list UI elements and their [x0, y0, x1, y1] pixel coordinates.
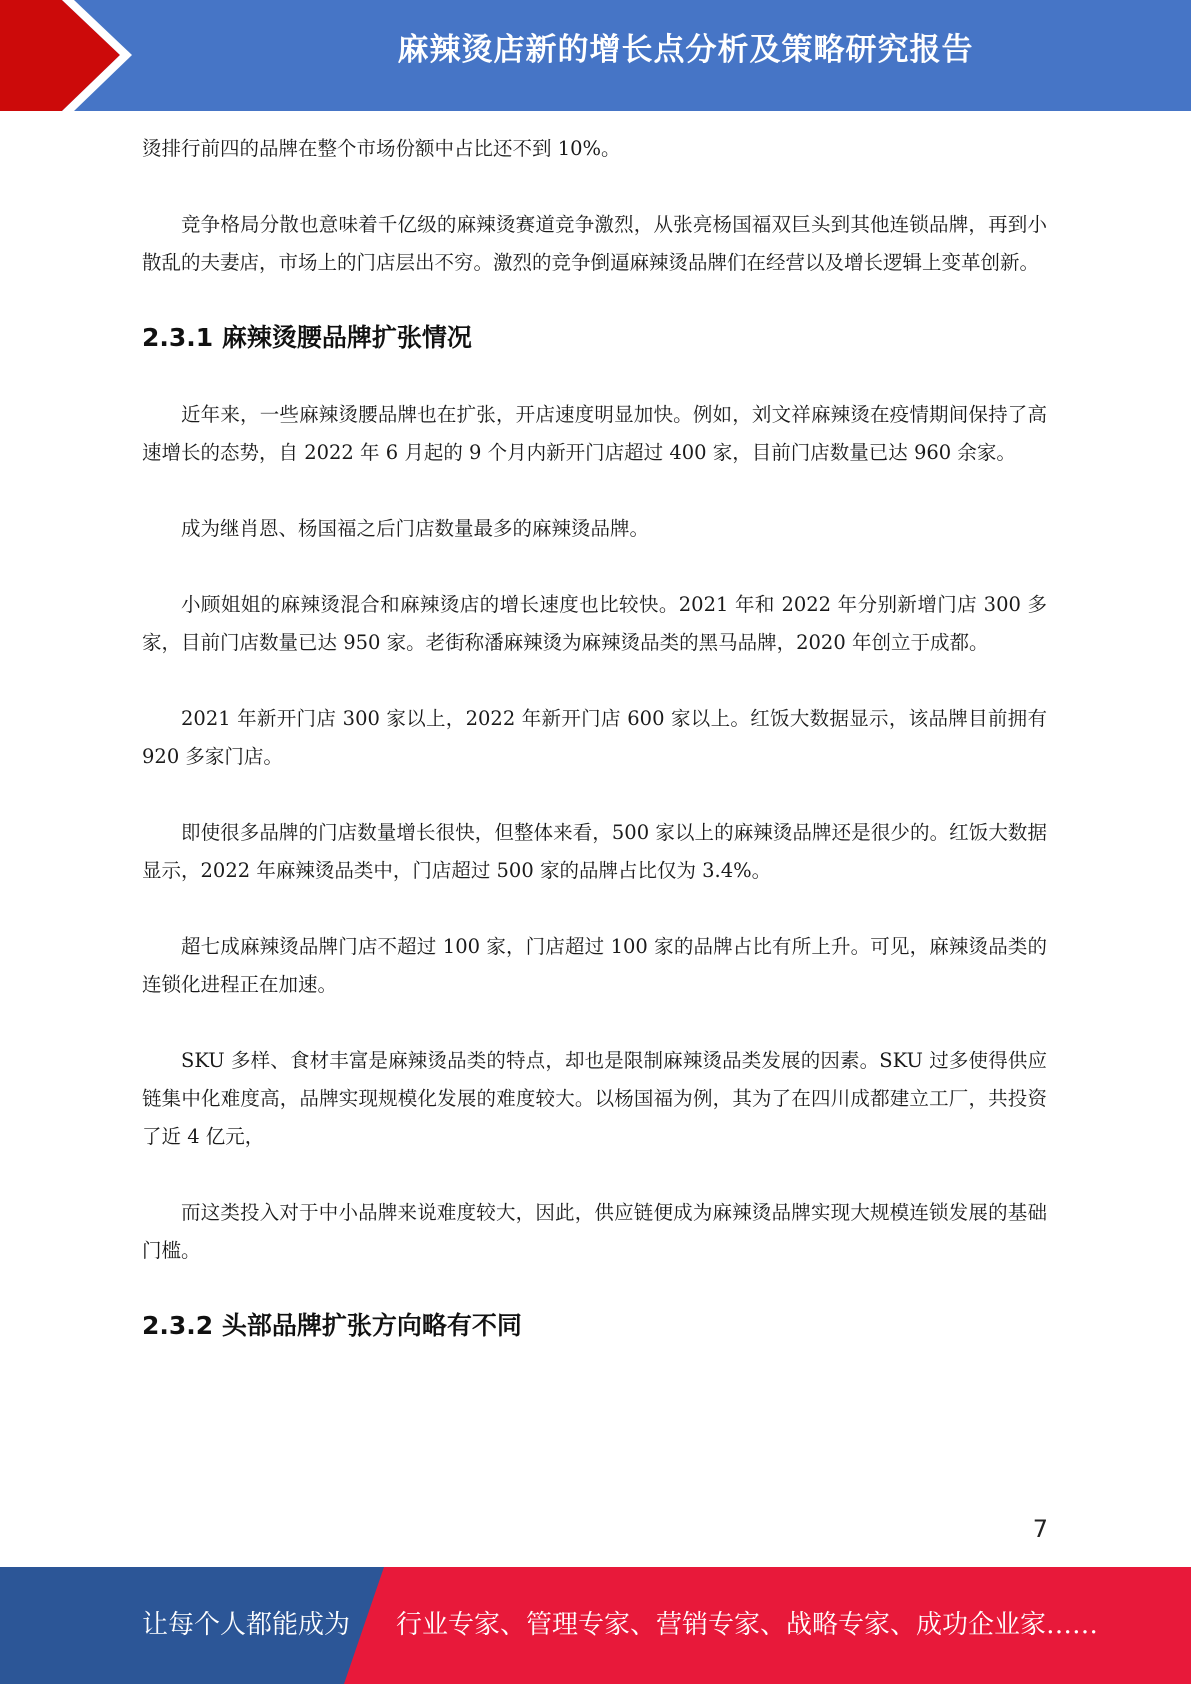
paragraph-500-stores: 即使很多品牌的门店数量增长很快，但整体来看，500 家以上的麻辣烫品牌还是很少的。红饭大数据显示，2022 年麻辣烫品类中，门店超过 500 家的品牌占比仅为 3.4%。 [142, 821, 1047, 882]
footer-slogan: 让每个人都能成为 [142, 1610, 351, 1640]
footer-roles: 行业专家、管理专家、营销专家、战略专家、成功企业家…… [396, 1610, 1099, 1640]
paragraph-market-share: 烫排行前四的品牌在整个市场份额中占比还不到 10%。 [142, 137, 621, 160]
paragraph-xiaogu: 小顾姐姐的麻辣烫混合和麻辣烫店的增长速度也比较快。2021 年和 2022 年分别新增门店 300 多家，目前门店数量已达 950 家。老街称潘麻辣烫为麻辣烫品类的黑马品牌，2020 年创立于成都。 [142, 593, 1047, 654]
paragraph-sku: SKU 多样、食材丰富是麻辣烫品类的特点，却也是限制麻辣烫品类发展的因素。SKU 过多使得供应链集中化难度高，品牌实现规模化发展的难度较大。以杨国福为例，其为了在四川成都建立工厂，共投资了近 4 亿元， [142, 1049, 1047, 1148]
footer-banner [0, 1567, 1191, 1684]
paragraph-brand-rank: 成为继肖恩、杨国福之后门店数量最多的麻辣烫品牌。 [181, 517, 650, 540]
paragraph-chain-progress: 超七成麻辣烫品牌门店不超过 100 家，门店超过 100 家的品牌占比有所上升。可见，麻辣烫品类的连锁化进程正在加速。 [142, 935, 1047, 996]
paragraph-supply-chain: 而这类投入对于中小品牌来说难度较大，因此，供应链便成为麻辣烫品牌实现大规模连锁发展的基础门槛。 [142, 1201, 1047, 1262]
section-heading-2-3-2: 2.3.2 头部品牌扩张方向略有不同 [142, 1311, 522, 1340]
header-banner [0, 0, 1191, 111]
paragraph-competition: 竞争格局分散也意味着千亿级的麻辣烫赛道竞争激烈，从张亮杨国福双巨头到其他连锁品牌，再到小散乱的夫妻店，市场上的门店层出不穷。激烈的竞争倒逼麻辣烫品牌们在经营以及增长逻辑上变革创新。 [142, 213, 1047, 274]
section-heading-2-3-1: 2.3.1 麻辣烫腰品牌扩张情况 [142, 323, 472, 352]
document-body [142, 130, 1047, 1384]
page-number: 7 [1032, 1515, 1048, 1543]
document-title: 麻辣烫店新的增长点分析及策略研究报告 [397, 32, 974, 68]
header-arrow-icon [0, 0, 160, 111]
paragraph-waist-brands: 近年来，一些麻辣烫腰品牌也在扩张，开店速度明显加快。例如，刘文祥麻辣烫在疫情期间保持了高速增长的态势，自 2022 年 6 月起的 9 个月内新开门店超过 400 家，目前门店数量已达 960 余家。 [142, 403, 1047, 464]
paragraph-new-stores: 2021 年新开门店 300 家以上，2022 年新开门店 600 家以上。红饭大数据显示，该品牌目前拥有 920 多家门店。 [142, 707, 1047, 768]
